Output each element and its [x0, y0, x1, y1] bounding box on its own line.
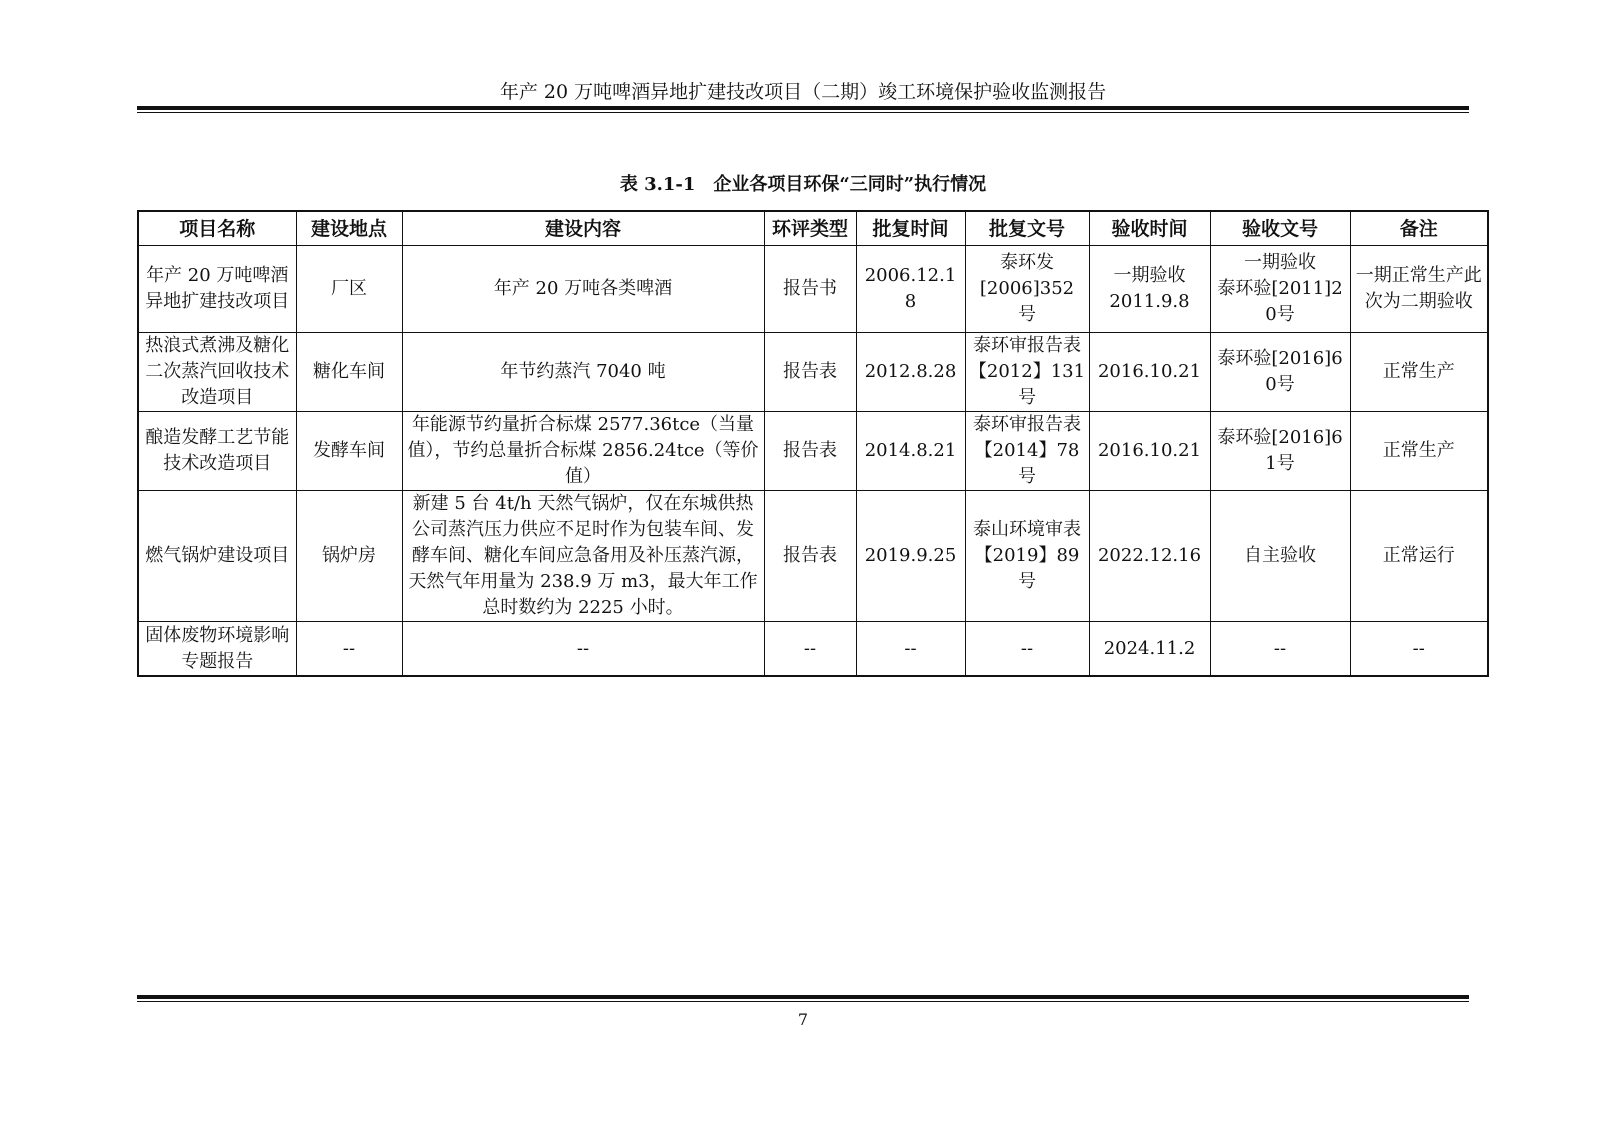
acceptance-date-cell: 2022.12.16: [1089, 491, 1210, 622]
remark-cell: 一期正常生产此次为二期验收: [1350, 246, 1488, 333]
acceptance-no-line: 泰环验[2011]20号: [1217, 278, 1343, 325]
footer-rule-thin: [137, 1001, 1469, 1002]
acceptance-date-cell: 2016.10.21: [1089, 412, 1210, 491]
eia-type-cell: 报告表: [764, 491, 856, 622]
project-name-cell: 燃气锅炉建设项目: [138, 491, 296, 622]
acceptance-date-cell: 2024.11.2: [1089, 622, 1210, 677]
acceptance-date-line: 2011.9.8: [1109, 291, 1190, 312]
footer-rule-thick: [137, 995, 1469, 999]
project-name-cell: 年产 20 万吨啤酒异地扩建技改项目: [138, 246, 296, 333]
approval-no-cell: [965, 246, 1089, 333]
project-name-cell: 酿造发酵工艺节能技术改造项目: [138, 412, 296, 491]
table-row: [138, 333, 1488, 412]
approval-date-cell: 2012.8.28: [856, 333, 965, 412]
table-row: [138, 491, 1488, 622]
content-cell: 新建 5 台 4t/h 天然气锅炉，仅在东城供热公司蒸汽压力供应不足时作为包装车间、发酵车间、糖化车间应急备用及补压蒸汽源，天然气年用量为 238.9 万 m3，最大年工作总时数约为 2225 小时。: [402, 491, 764, 622]
location-cell: 锅炉房: [296, 491, 402, 622]
acceptance-date-line: 一期验收: [1113, 265, 1186, 286]
approval-no-cell: 泰环审报告表【2012】131号: [965, 333, 1089, 412]
eia-type-cell: 报告表: [764, 333, 856, 412]
column-header: 验收时间: [1089, 211, 1210, 246]
project-name-cell: 热浪式煮沸及糖化二次蒸汽回收技术改造项目: [138, 333, 296, 412]
document-header-title: 年产 20 万吨啤酒异地扩建技改项目（二期）竣工环境保护验收监测报告: [499, 81, 1107, 103]
eia-type-cell: --: [764, 622, 856, 677]
remark-cell: --: [1350, 622, 1488, 677]
header-rule-thick: [137, 106, 1469, 110]
column-header: 建设地点: [296, 211, 402, 246]
location-cell: 发酵车间: [296, 412, 402, 491]
approval-no-cell: 泰环审报告表【2014】78 号: [965, 412, 1089, 491]
column-header: 环评类型: [764, 211, 856, 246]
column-header: 验收文号: [1210, 211, 1350, 246]
column-header: 建设内容: [402, 211, 764, 246]
content-cell: --: [402, 622, 764, 677]
table-row: [138, 412, 1488, 491]
table-row: [138, 622, 1488, 677]
column-header: 批复时间: [856, 211, 965, 246]
page-number: 7: [797, 1010, 809, 1029]
location-cell: 糖化车间: [296, 333, 402, 412]
acceptance-no-cell: 泰环验[2016]61号: [1210, 412, 1350, 491]
approval-date-cell: 2006.12.18: [856, 246, 965, 333]
column-header: 项目名称: [138, 211, 296, 246]
acceptance-no-cell: 自主验收: [1210, 491, 1350, 622]
eia-type-cell: 报告书: [764, 246, 856, 333]
table-header-row: [138, 211, 1488, 246]
three-simultaneous-table: [137, 210, 1489, 677]
table-caption: 表 3.1-1 企业各项目环保“三同时”执行情况: [619, 174, 987, 195]
acceptance-no-cell: 泰环验[2016]60号: [1210, 333, 1350, 412]
acceptance-date-cell: [1089, 246, 1210, 333]
column-header: 备注: [1350, 211, 1488, 246]
acceptance-no-line: 一期验收: [1244, 252, 1316, 273]
content-cell: 年能源节约量折合标煤 2577.36tce（当量值），节约总量折合标煤 2856.24tce（等价值）: [402, 412, 764, 491]
acceptance-no-cell: [1210, 246, 1350, 333]
approval-no-cell: 泰山环境审表【2019】89 号: [965, 491, 1089, 622]
remark-cell: 正常生产: [1350, 412, 1488, 491]
approval-no-line: [2006]352 号: [979, 278, 1075, 325]
content-cell: 年节约蒸汽 7040 吨: [402, 333, 764, 412]
acceptance-no-cell: --: [1210, 622, 1350, 677]
approval-no-cell: --: [965, 622, 1089, 677]
table-row: [138, 246, 1488, 333]
content-cell: 年产 20 万吨各类啤酒: [402, 246, 764, 333]
eia-type-cell: 报告表: [764, 412, 856, 491]
approval-date-cell: --: [856, 622, 965, 677]
approval-date-cell: 2014.8.21: [856, 412, 965, 491]
acceptance-date-cell: 2016.10.21: [1089, 333, 1210, 412]
remark-cell: 正常生产: [1350, 333, 1488, 412]
remark-cell: 正常运行: [1350, 491, 1488, 622]
approval-no-line: 泰环发: [1000, 252, 1054, 273]
location-cell: --: [296, 622, 402, 677]
location-cell: 厂区: [296, 246, 402, 333]
approval-date-cell: 2019.9.25: [856, 491, 965, 622]
project-name-cell: 固体废物环境影响专题报告: [138, 622, 296, 677]
header-rule-thin: [137, 112, 1469, 113]
column-header: 批复文号: [965, 211, 1089, 246]
